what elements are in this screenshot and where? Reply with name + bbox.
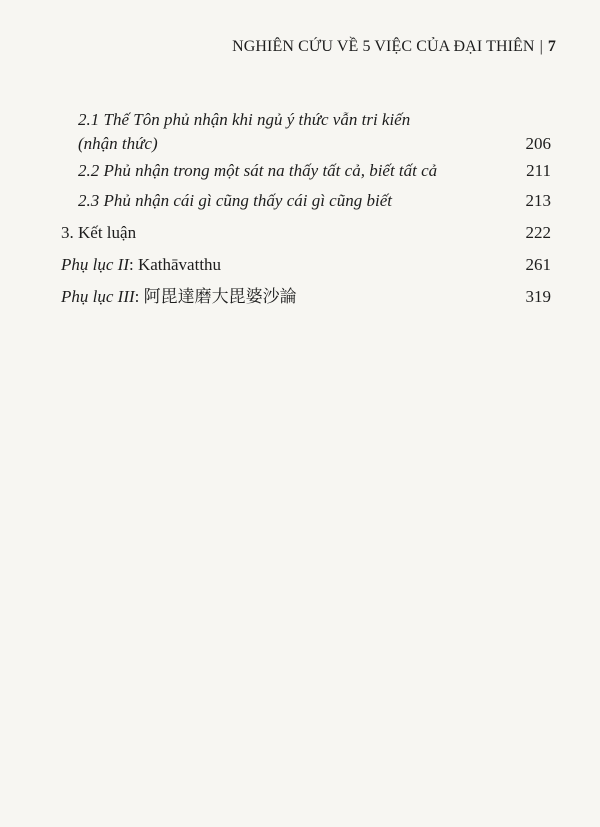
toc-entry-title-line1: 2.1 Thế Tôn phủ nhận khi ngủ ý thức vẫn tri kiến xyxy=(78,110,411,129)
toc-entry-title: 2.2 Phủ nhận trong một sát na thấy tất cả, biết tất cả xyxy=(78,161,438,180)
toc-entry-title xyxy=(61,285,297,309)
toc-entry-title xyxy=(61,253,221,277)
toc-entry-page: 261 xyxy=(525,255,551,274)
appendix-colon: : xyxy=(128,255,138,274)
toc-entry-title: 2.3 Phủ nhận cái gì cũng thấy cái gì cũng biết xyxy=(78,191,392,210)
toc-entry-page: 319 xyxy=(525,287,551,306)
header-separator: | xyxy=(539,38,543,55)
toc-entry-title-line2: (nhận thức) xyxy=(78,134,158,153)
toc-entry-title: 3. Kết luận xyxy=(61,223,137,242)
appendix-text: 阿毘達磨大毘婆沙論 xyxy=(143,287,297,307)
running-title: NGHIÊN CỨU VỀ 5 VIỆC CỦA ĐẠI THIÊN xyxy=(232,38,535,55)
appendix-colon: : xyxy=(134,287,144,306)
appendix-label: Phụ lục II xyxy=(61,255,129,274)
toc-entry-page: 222 xyxy=(525,223,551,242)
appendix-label: Phụ lục III xyxy=(61,287,135,306)
page-number: 7 xyxy=(547,38,556,55)
toc-entry-page: 213 xyxy=(525,191,551,210)
appendix-text: Kathāvatthu xyxy=(137,255,222,274)
toc-entry-page: 206 xyxy=(525,134,551,153)
toc-entry-page: 211 xyxy=(526,161,551,180)
